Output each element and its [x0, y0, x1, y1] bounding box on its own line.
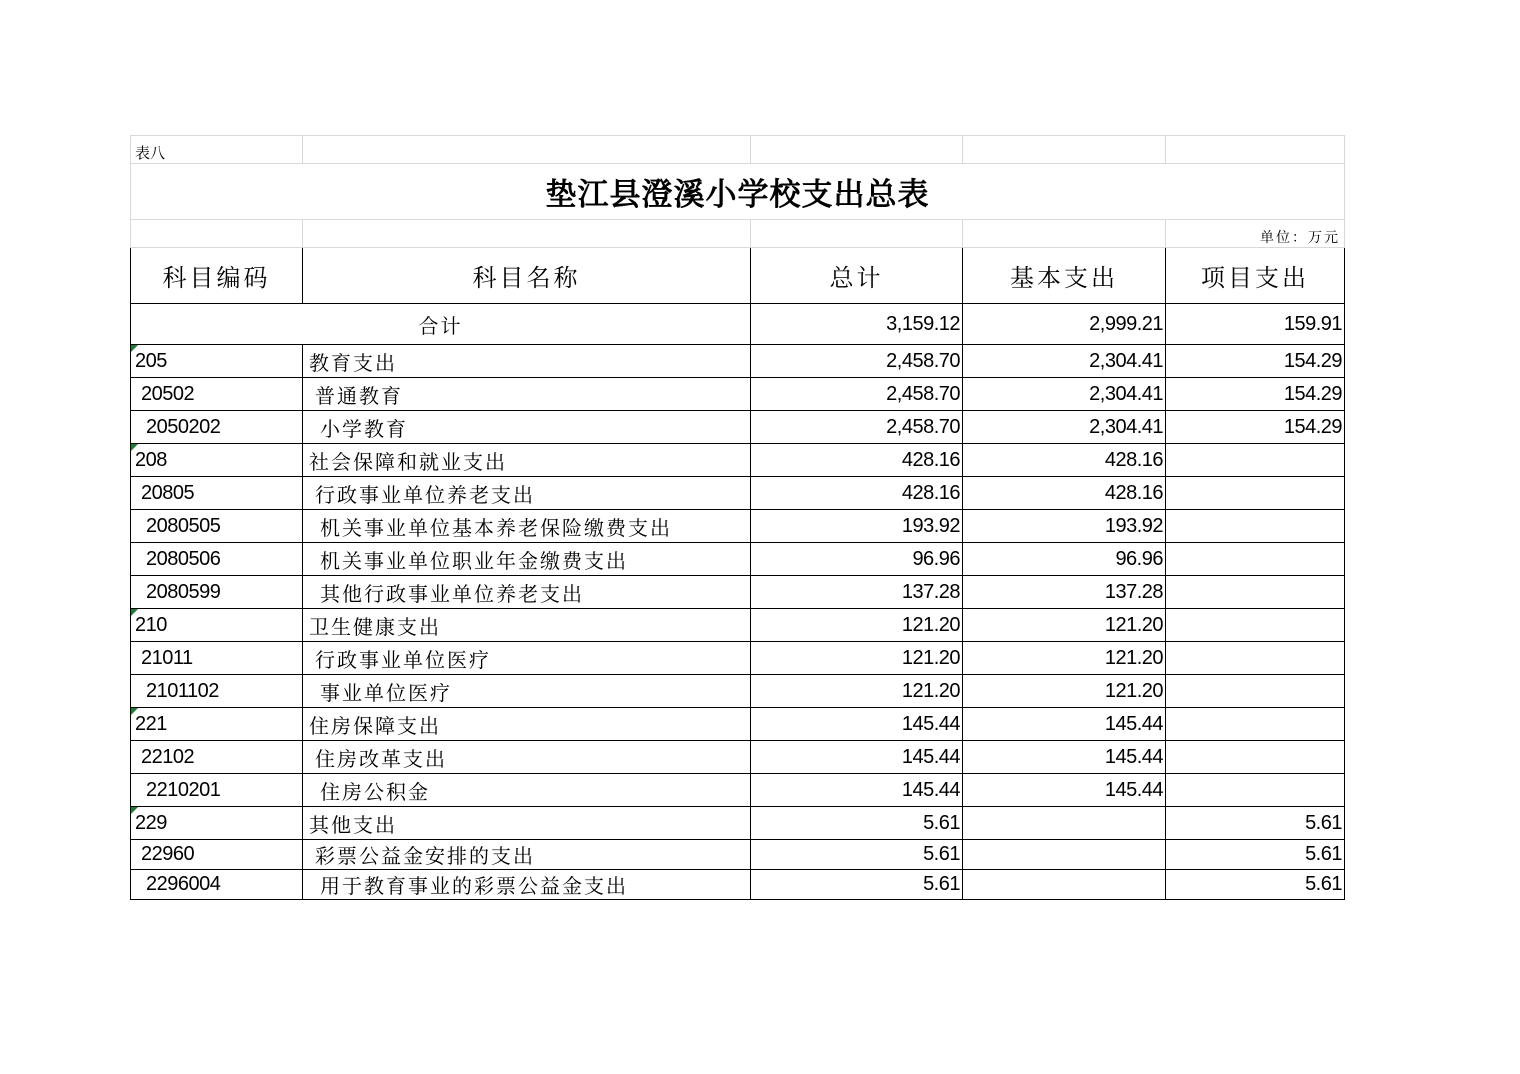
row-code — [131, 609, 303, 642]
row-basic — [963, 870, 1166, 900]
row-code-text: 2050202 — [146, 415, 221, 438]
table-row — [131, 477, 1345, 510]
row-project — [1166, 444, 1345, 477]
row-basic: 428.16 — [963, 444, 1166, 477]
row-name: 机关事业单位基本养老保险缴费支出 — [303, 510, 751, 543]
row-name: 机关事业单位职业年金缴费支出 — [303, 543, 751, 576]
row-basic: 121.20 — [963, 609, 1166, 642]
row-code-text: 210 — [135, 613, 167, 636]
unit-label: 单位：万元 — [1166, 220, 1345, 248]
row-total: 428.16 — [751, 444, 963, 477]
row-basic: 145.44 — [963, 708, 1166, 741]
total-total: 3,159.12 — [751, 304, 963, 345]
row-basic: 121.20 — [963, 642, 1166, 675]
row-code-text: 22960 — [141, 843, 195, 865]
row-name: 用于教育事业的彩票公益金支出 — [303, 870, 751, 900]
row-code — [131, 675, 303, 708]
table-row — [131, 642, 1345, 675]
expenditure-sheet — [130, 135, 1344, 900]
table-row — [131, 774, 1345, 807]
row-basic — [963, 807, 1166, 840]
row-project: 154.29 — [1166, 411, 1345, 444]
table-row — [131, 543, 1345, 576]
row-code-text: 221 — [135, 712, 167, 735]
header-code: 科目编码 — [131, 248, 303, 304]
row-code — [131, 807, 303, 840]
row-code-text: 2080506 — [146, 547, 221, 570]
row-total: 5.61 — [751, 840, 963, 870]
row-project — [1166, 642, 1345, 675]
row-code-text: 229 — [135, 811, 167, 834]
row-project: 5.61 — [1166, 807, 1345, 840]
total-row — [131, 304, 1345, 345]
row-total: 193.92 — [751, 510, 963, 543]
row-basic: 145.44 — [963, 774, 1166, 807]
row-basic: 121.20 — [963, 675, 1166, 708]
row-code — [131, 642, 303, 675]
row-name: 卫生健康支出 — [303, 609, 751, 642]
label-row — [131, 136, 1345, 164]
row-name: 普通教育 — [303, 378, 751, 411]
row-basic: 96.96 — [963, 543, 1166, 576]
row-basic: 2,304.41 — [963, 378, 1166, 411]
page-title: 垫江县澄溪小学校支出总表 — [131, 164, 1345, 220]
table-row — [131, 840, 1345, 870]
row-project: 5.61 — [1166, 840, 1345, 870]
row-code-text: 2080505 — [146, 514, 221, 537]
table-row — [131, 708, 1345, 741]
row-basic: 2,304.41 — [963, 345, 1166, 378]
header-row — [131, 248, 1345, 304]
row-project — [1166, 510, 1345, 543]
row-project — [1166, 576, 1345, 609]
row-code-text: 20502 — [141, 382, 195, 405]
row-name: 住房公积金 — [303, 774, 751, 807]
row-code-text: 2101102 — [146, 679, 219, 702]
row-total: 2,458.70 — [751, 378, 963, 411]
table-label: 表八 — [131, 136, 303, 164]
header-basic: 基本支出 — [963, 248, 1166, 304]
row-name: 其他支出 — [303, 807, 751, 840]
row-project: 5.61 — [1166, 870, 1345, 900]
row-code-text: 208 — [135, 448, 167, 471]
row-code-text: 20805 — [141, 481, 195, 504]
row-total: 2,458.70 — [751, 345, 963, 378]
row-basic: 193.92 — [963, 510, 1166, 543]
table-row — [131, 675, 1345, 708]
row-project — [1166, 609, 1345, 642]
row-project — [1166, 477, 1345, 510]
table-row — [131, 870, 1345, 900]
row-code — [131, 444, 303, 477]
table-row — [131, 741, 1345, 774]
table-row — [131, 609, 1345, 642]
row-name: 社会保障和就业支出 — [303, 444, 751, 477]
title-row — [131, 164, 1345, 220]
row-code — [131, 345, 303, 378]
row-basic: 137.28 — [963, 576, 1166, 609]
row-total: 428.16 — [751, 477, 963, 510]
row-code — [131, 870, 303, 900]
row-total: 145.44 — [751, 741, 963, 774]
total-label: 合计 — [131, 304, 751, 345]
row-total: 137.28 — [751, 576, 963, 609]
cell-comment-marker-icon — [131, 609, 138, 616]
row-total: 2,458.70 — [751, 411, 963, 444]
row-code-text: 205 — [135, 349, 167, 372]
row-total: 5.61 — [751, 870, 963, 900]
row-code-text: 2210201 — [146, 778, 221, 801]
total-basic: 2,999.21 — [963, 304, 1166, 345]
table-row — [131, 378, 1345, 411]
expenditure-table — [130, 135, 1345, 900]
row-name: 住房保障支出 — [303, 708, 751, 741]
table-row — [131, 576, 1345, 609]
row-code — [131, 576, 303, 609]
cell-comment-marker-icon — [131, 708, 138, 715]
row-project: 154.29 — [1166, 378, 1345, 411]
row-project: 154.29 — [1166, 345, 1345, 378]
row-name: 事业单位医疗 — [303, 675, 751, 708]
row-name: 其他行政事业单位养老支出 — [303, 576, 751, 609]
row-code — [131, 378, 303, 411]
header-project: 项目支出 — [1166, 248, 1345, 304]
row-name: 住房改革支出 — [303, 741, 751, 774]
row-total: 121.20 — [751, 609, 963, 642]
row-code — [131, 543, 303, 576]
cell-comment-marker-icon — [131, 345, 138, 352]
total-project: 159.91 — [1166, 304, 1345, 345]
row-project — [1166, 741, 1345, 774]
row-basic: 145.44 — [963, 741, 1166, 774]
row-project — [1166, 675, 1345, 708]
table-row — [131, 807, 1345, 840]
row-code-text: 2296004 — [146, 873, 221, 895]
row-total: 121.20 — [751, 642, 963, 675]
row-name: 教育支出 — [303, 345, 751, 378]
table-row — [131, 510, 1345, 543]
header-name: 科目名称 — [303, 248, 751, 304]
row-name: 小学教育 — [303, 411, 751, 444]
row-basic — [963, 840, 1166, 870]
header-total: 总计 — [751, 248, 963, 304]
row-code-text: 21011 — [141, 646, 193, 669]
row-total: 96.96 — [751, 543, 963, 576]
row-code-text: 22102 — [141, 745, 195, 768]
row-code — [131, 774, 303, 807]
table-row — [131, 411, 1345, 444]
row-total: 121.20 — [751, 675, 963, 708]
row-name: 行政事业单位养老支出 — [303, 477, 751, 510]
row-code-text: 2080599 — [146, 580, 221, 603]
row-project — [1166, 774, 1345, 807]
table-row — [131, 345, 1345, 378]
row-code — [131, 741, 303, 774]
row-total: 145.44 — [751, 774, 963, 807]
table-row — [131, 444, 1345, 477]
row-basic: 428.16 — [963, 477, 1166, 510]
cell-comment-marker-icon — [131, 444, 138, 451]
row-project — [1166, 543, 1345, 576]
row-code — [131, 411, 303, 444]
row-code — [131, 708, 303, 741]
row-name: 行政事业单位医疗 — [303, 642, 751, 675]
unit-row — [131, 220, 1345, 248]
row-total: 5.61 — [751, 807, 963, 840]
row-code — [131, 510, 303, 543]
row-project — [1166, 708, 1345, 741]
row-code — [131, 840, 303, 870]
row-name: 彩票公益金安排的支出 — [303, 840, 751, 870]
cell-comment-marker-icon — [131, 807, 138, 814]
row-code — [131, 477, 303, 510]
row-total: 145.44 — [751, 708, 963, 741]
row-basic: 2,304.41 — [963, 411, 1166, 444]
